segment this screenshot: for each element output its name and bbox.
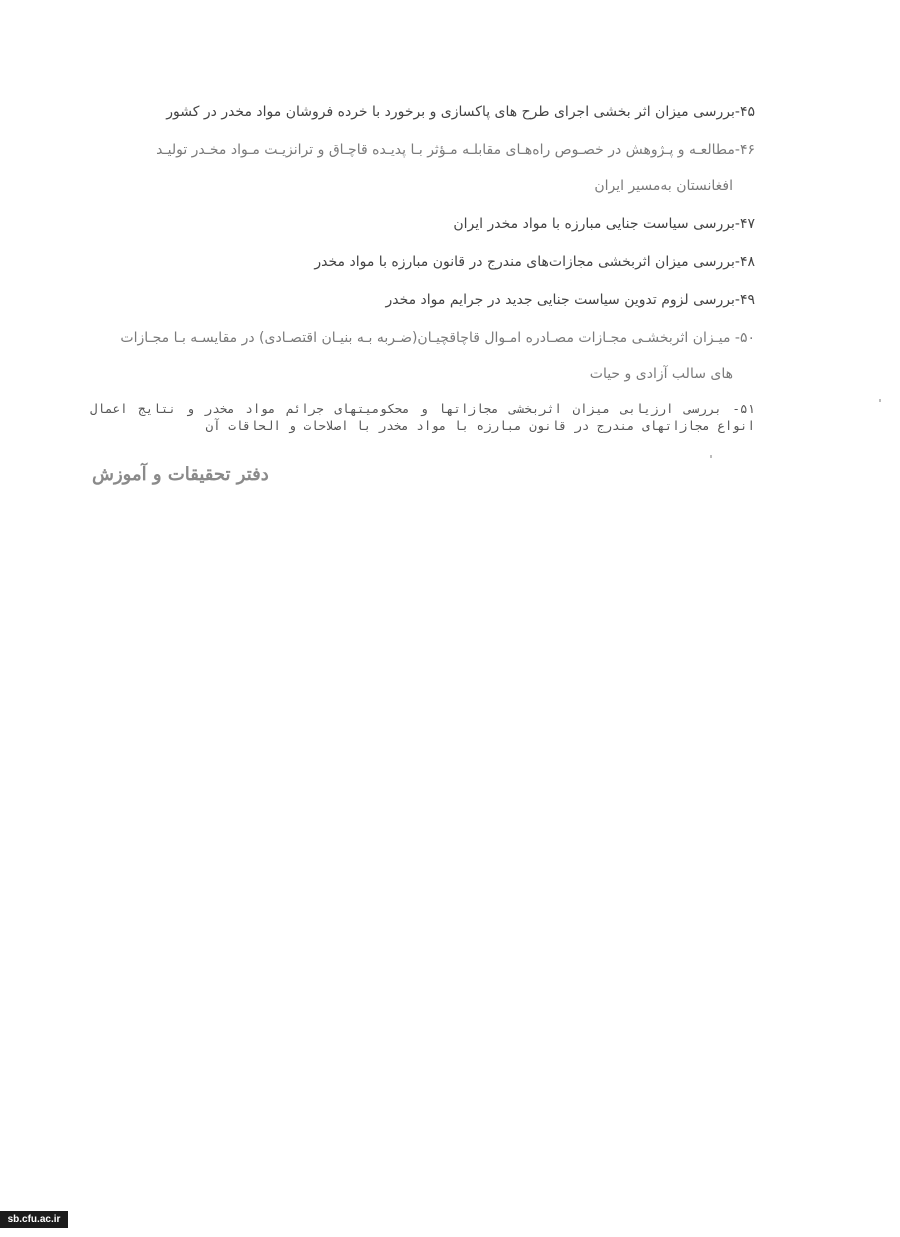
list-item-text: ۵۱- بررسی ارزیابی میزان اثربخشی مجازاتها و محکومیتهای جرائم مواد مخدر و نتایج اعمال انواع مجازاتهای مندرج در قانون مبارزه با مواد مخدر با اصلاحات و الحاقات آن [90,401,755,433]
scan-speck [879,399,881,402]
office-signature: دفتر تحقیقات و آموزش [92,464,269,485]
scan-speck [710,455,712,458]
list-item-text: ۴۸-بررسی میزان اثربخشی مجازات‌های مندرج در قانون مبارزه با مواد مخدر [314,254,755,270]
list-item-text: ۴۶-مطالعـه و پـژوهش در خصـوص راه‌هـای مقابلـه مـؤثر بـا پدیـده قاچـاق و ترانزیـت مـواد مخـدر تولیـد [156,142,755,158]
list-item-51 [90,400,755,434]
list-item-text: ۴۵-بررسی میزان اثر بخشی اجرای طرح های پاکسازی و برخورد با خرده فروشان مواد مخدر در کشور [166,104,755,120]
list-item-49 [90,288,755,312]
list-item-text: ۴۷-بررسی سیاست جنایی مبارزه با مواد مخدر ایران [453,216,755,232]
list-item-50 [90,326,755,386]
list-item-47 [90,212,755,236]
list-item-45 [90,100,755,124]
list-item-text: ۴۹-بررسی لزوم تدوین سیاست جنایی جدید در جرایم مواد مخدر [385,292,755,308]
site-watermark-badge: sb.cfu.ac.ir [0,1211,68,1228]
list-item-continuation: افغانستان به‌مسیر ایران [594,178,733,194]
list-item-continuation: های سالب آزادی و حیات [589,366,733,382]
list-item-46 [90,138,755,198]
topic-list [90,100,755,448]
list-item-48 [90,250,755,274]
list-item-text: ۵۰- میـزان اثربخشـی مجـازات مصـادره امـوال قاچاقچیـان(ضـربه بـه بنیـان اقتصـادی) در مقایسـه بـا مجـازات [120,330,755,346]
